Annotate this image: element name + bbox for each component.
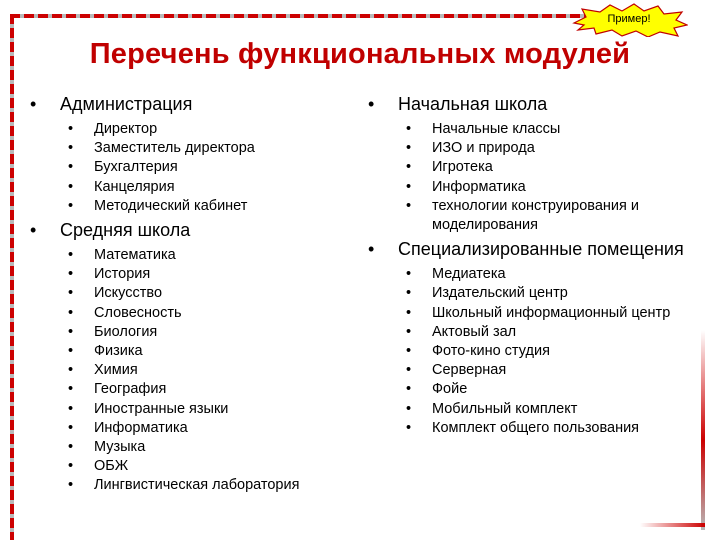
list-item xyxy=(30,457,360,476)
bullet-icon: • xyxy=(30,220,37,241)
list-item xyxy=(30,419,360,438)
page-title: Перечень функциональных модулей xyxy=(89,38,631,70)
section-heading-text: Администрация xyxy=(60,94,193,114)
list-item-text: Фойе xyxy=(432,381,468,398)
bullet-icon: • xyxy=(368,94,375,114)
section xyxy=(30,220,360,496)
list-item xyxy=(368,120,698,139)
list-item xyxy=(30,284,360,303)
section xyxy=(30,94,360,216)
bullet-icon: • xyxy=(68,381,74,398)
list-item xyxy=(368,419,698,438)
list-item-text: Медиатека xyxy=(432,266,506,283)
list-item-text: Издательский центр xyxy=(432,285,568,302)
list-item xyxy=(30,265,360,284)
list-item xyxy=(30,400,360,419)
bullet-icon: • xyxy=(406,304,412,321)
sub-item-list xyxy=(368,120,698,235)
list-item-text: Музыка xyxy=(94,439,146,456)
list-item-text: Школьный информационный центр xyxy=(432,304,671,321)
bullet-icon: • xyxy=(406,178,412,195)
bullet-icon: • xyxy=(68,343,74,360)
right-column xyxy=(368,94,698,442)
list-item-text: География xyxy=(94,381,167,398)
list-item xyxy=(368,380,698,399)
bullet-icon: • xyxy=(406,323,412,340)
bullet-icon: • xyxy=(406,159,412,176)
list-item xyxy=(30,246,360,265)
list-item xyxy=(368,284,698,303)
bullet-icon: • xyxy=(68,285,74,302)
section xyxy=(368,94,698,235)
list-item xyxy=(368,323,698,342)
sub-item-list xyxy=(368,265,698,438)
list-item-text: Биология xyxy=(94,323,158,340)
list-item-text: Начальные классы xyxy=(432,121,561,137)
frame-right-border xyxy=(701,330,705,530)
bullet-icon: • xyxy=(406,285,412,302)
bullet-icon: • xyxy=(406,140,412,157)
section-heading xyxy=(30,94,360,115)
list-item-text: История xyxy=(94,266,151,283)
list-item-text: Бухгалтерия xyxy=(94,159,178,176)
list-item xyxy=(368,400,698,419)
list-item xyxy=(30,158,360,177)
list-item xyxy=(368,197,698,235)
list-item-text: Информатика xyxy=(94,419,188,436)
list-item-text: Лингвистическая лаборатория xyxy=(94,477,300,494)
list-item xyxy=(30,361,360,380)
list-item xyxy=(368,139,698,158)
bullet-icon: • xyxy=(68,439,74,456)
list-item xyxy=(30,438,360,457)
section-heading-text: Средняя школа xyxy=(60,220,191,241)
section-heading-text: Начальная школа xyxy=(398,94,548,114)
sub-item-list xyxy=(30,120,360,216)
list-item xyxy=(30,380,360,399)
list-item xyxy=(368,158,698,177)
bullet-icon: • xyxy=(68,178,74,195)
bullet-icon: • xyxy=(406,400,412,417)
list-item-text: Методический кабинет xyxy=(94,197,248,214)
bullet-icon: • xyxy=(68,197,74,214)
list-item xyxy=(368,361,698,380)
bullet-icon: • xyxy=(68,247,74,264)
list-item-text: ИЗО и природа xyxy=(432,140,535,157)
example-badge-label: Пример! xyxy=(607,13,651,25)
list-item xyxy=(30,197,360,216)
list-item-text: Канцелярия xyxy=(94,178,175,195)
list-item-text: Директор xyxy=(94,121,158,137)
list-item-text: Заместитель директора xyxy=(94,140,255,157)
bullet-icon: • xyxy=(68,323,74,340)
list-item-text: Искусство xyxy=(94,285,163,302)
bullet-icon: • xyxy=(368,239,375,260)
sub-item-list xyxy=(30,246,360,496)
bullet-icon: • xyxy=(68,304,74,321)
list-item-text: Иностранные языки xyxy=(94,400,229,417)
list-item xyxy=(30,120,360,139)
frame-left-border xyxy=(10,14,14,540)
list-item-text: Серверная xyxy=(432,362,507,379)
bullet-icon: • xyxy=(406,362,412,379)
bullet-icon: • xyxy=(406,266,412,283)
list-item xyxy=(30,178,360,197)
frame-bottom-border xyxy=(640,523,705,527)
section-heading xyxy=(368,239,698,260)
list-item-text: Физика xyxy=(94,343,143,360)
bullet-icon: • xyxy=(406,343,412,360)
bullet-icon: • xyxy=(68,400,74,417)
list-item xyxy=(30,139,360,158)
list-item-text: Мобильный комплект xyxy=(432,400,578,417)
list-item xyxy=(368,304,698,323)
section-heading xyxy=(368,94,698,115)
bullet-icon: • xyxy=(68,458,74,475)
list-item xyxy=(368,342,698,361)
bullet-icon: • xyxy=(68,121,74,137)
bullet-icon: • xyxy=(68,477,74,494)
list-item-text: Словесность xyxy=(94,304,182,321)
list-item-text: технологии конструирования и моделирования xyxy=(432,197,639,234)
bullet-icon: • xyxy=(406,381,412,398)
bullet-icon: • xyxy=(406,419,412,436)
bullet-icon: • xyxy=(68,362,74,379)
list-item xyxy=(368,265,698,284)
list-item xyxy=(30,323,360,342)
bullet-icon: • xyxy=(68,140,74,157)
list-item-text: Фото-кино студия xyxy=(432,343,550,360)
list-item-text: Математика xyxy=(94,247,176,264)
list-item-text: Игротека xyxy=(432,159,493,176)
bullet-icon: • xyxy=(68,419,74,436)
frame-top-border xyxy=(10,14,600,18)
list-item xyxy=(368,178,698,197)
section xyxy=(368,239,698,438)
list-item-text: Актовый зал xyxy=(432,323,517,340)
bullet-icon: • xyxy=(68,159,74,176)
left-column xyxy=(30,94,360,500)
list-item xyxy=(30,342,360,361)
list-item-text: Комплект общего пользования xyxy=(432,419,640,436)
bullet-icon: • xyxy=(406,197,412,214)
example-badge xyxy=(570,3,688,37)
list-item xyxy=(30,476,360,495)
list-item-text: Информатика xyxy=(432,178,526,195)
section-heading-text: Специализированные помещения xyxy=(398,239,684,260)
list-item-text: ОБЖ xyxy=(94,458,129,475)
list-item-text: Химия xyxy=(94,362,138,379)
list-item xyxy=(30,304,360,323)
bullet-icon: • xyxy=(68,266,74,283)
bullet-icon: • xyxy=(30,94,37,114)
bullet-icon: • xyxy=(406,121,412,137)
section-heading xyxy=(30,220,360,241)
